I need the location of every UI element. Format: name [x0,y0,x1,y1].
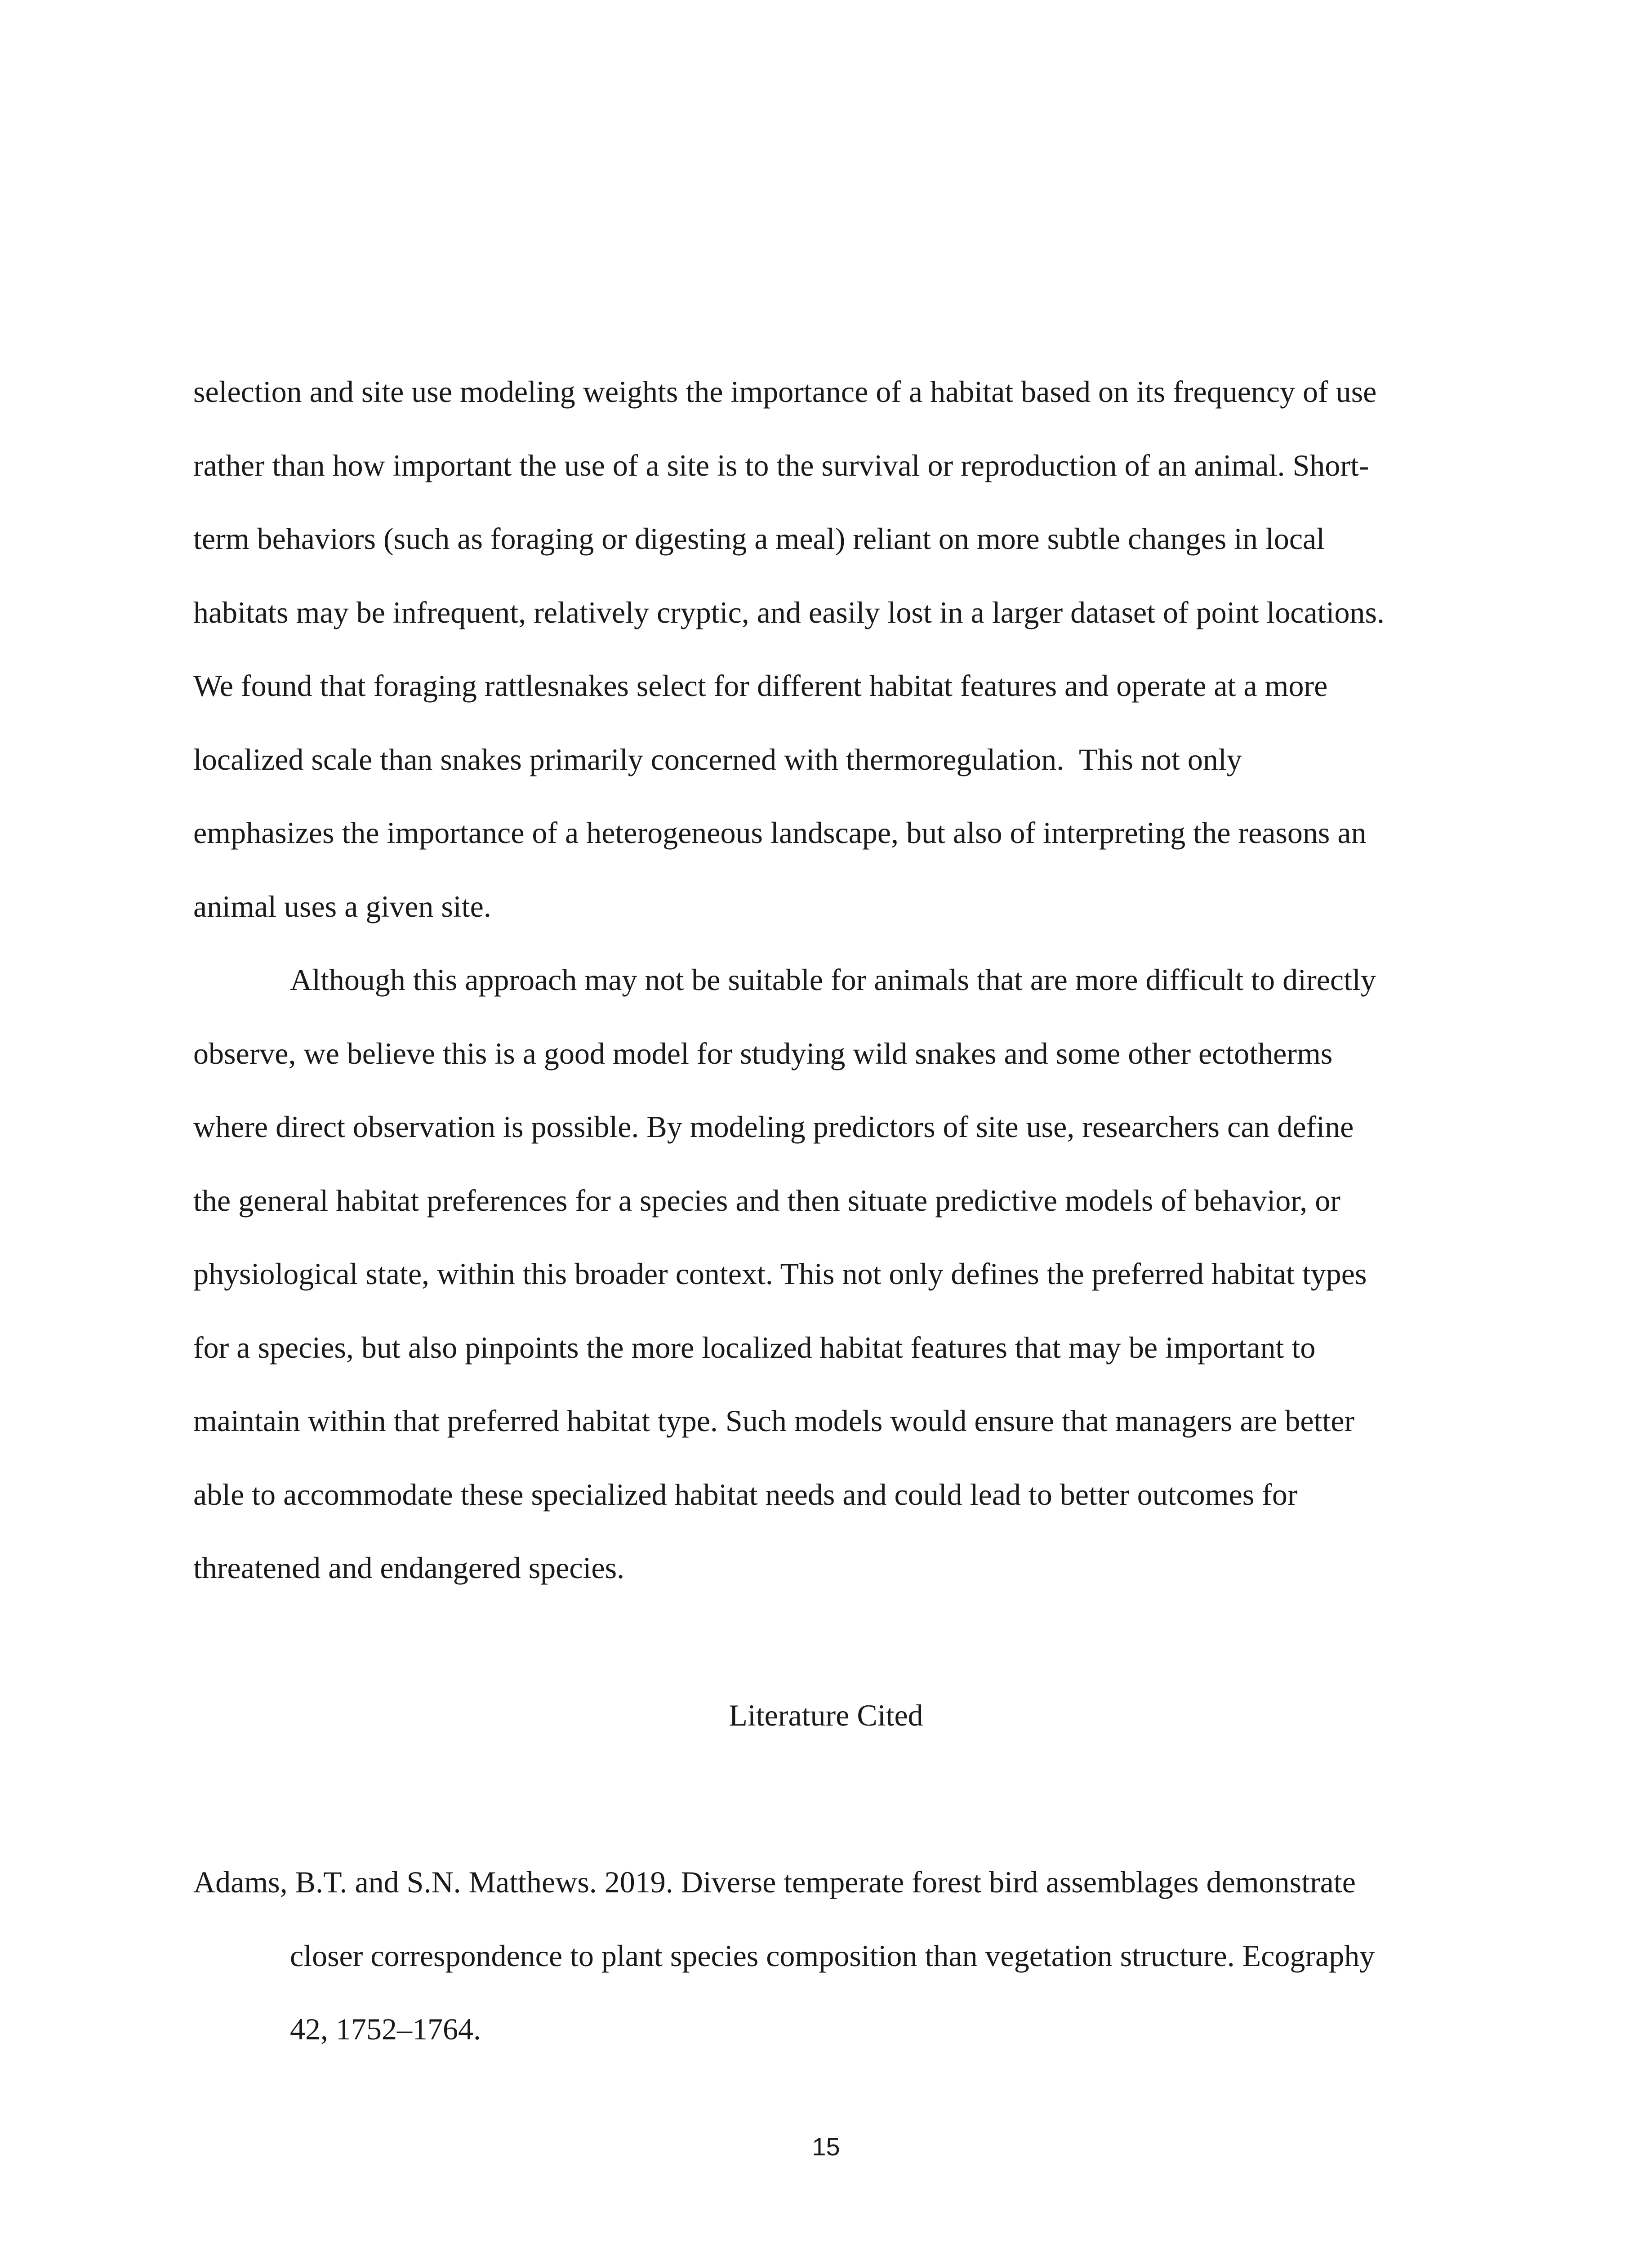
reference-entry [193,1846,1488,2066]
reference-line: closer correspondence to plant species composition than vegetation structure. Ecography [290,1938,1375,1973]
paragraph-line: for a species, but also pinpoints the more localized habitat features that may be important to [193,1330,1316,1365]
reference-line: Adams, B.T. and S.N. Matthews. 2019. Diverse temperate forest bird assemblages demonstrate [193,1865,1356,1899]
paragraph-line: animal uses a given site. [193,889,491,923]
paragraph-line: where direct observation is possible. By modeling predictors of site use, researchers can define [193,1110,1354,1144]
paragraph-line: term behaviors (such as foraging or digesting a meal) reliant on more subtle changes in local [193,522,1325,556]
paragraph-line: rather than how important the use of a site is to the survival or reproduction of an animal. Short- [193,448,1369,482]
body-text [193,355,1488,1605]
reference-line: 42, 1752–1764. [290,2012,481,2046]
paragraph-line: habitats may be infrequent, relatively cryptic, and easily lost in a larger dataset of point locations. [193,595,1385,629]
literature-cited-heading: Literature Cited [729,1698,923,1732]
paragraph-line: selection and site use modeling weights the importance of a habitat based on its frequency of use [193,375,1377,409]
paragraph-line: threatened and endangered species. [193,1551,625,1585]
paragraph-line: observe, we believe this is a good model for studying wild snakes and some other ectotherms [193,1036,1333,1070]
paragraph-line: Although this approach may not be suitable for animals that are more difficult to directly [290,963,1376,997]
paragraph-line: physiological state, within this broader context. This not only defines the preferred habitat types [193,1257,1367,1291]
paragraph-line: emphasizes the importance of a heterogeneous landscape, but also of interpreting the reasons an [193,816,1367,850]
reference-list [193,1846,1488,2066]
paragraph-line: able to accommodate these specialized habitat needs and could lead to better outcomes for [193,1477,1298,1512]
paragraph-line: We found that foraging rattlesnakes select for different habitat features and operate at a more [193,669,1328,703]
page-number: 15 [812,2132,840,2161]
paragraph-line: maintain within that preferred habitat type. Such models would ensure that managers are better [193,1404,1355,1438]
paragraph-line: localized scale than snakes primarily concerned with thermoregulation. This not only [193,742,1242,776]
paragraph-line: the general habitat preferences for a species and then situate predictive models of behavior, or [193,1183,1340,1218]
